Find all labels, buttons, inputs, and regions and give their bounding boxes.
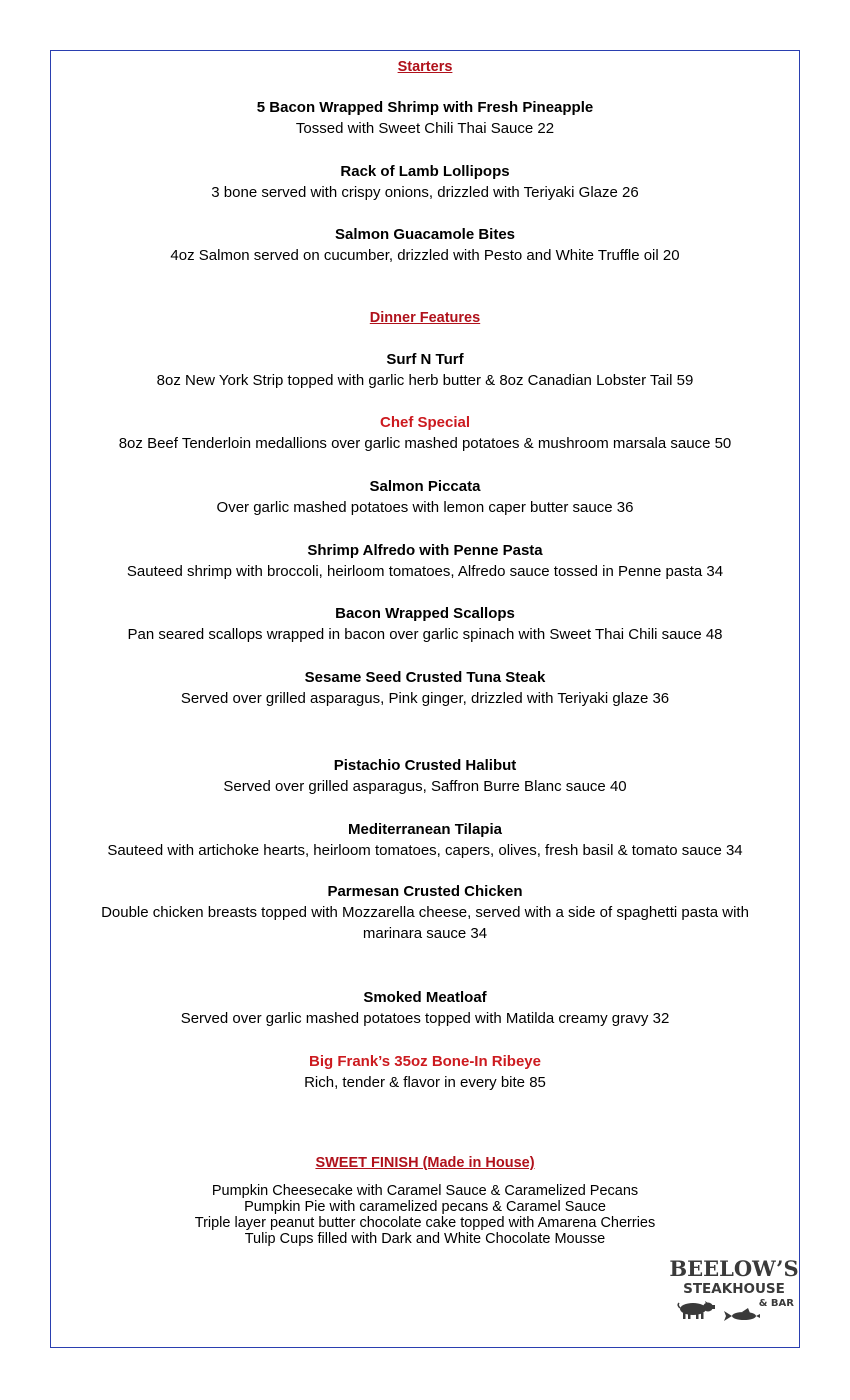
logo-line3: & BAR <box>758 1298 794 1309</box>
menu-item-description: 3 bone served with crispy onions, drizzled with Teriyaki Glaze 26 <box>211 184 639 201</box>
menu-item-name: Salmon Guacamole Bites <box>334 226 516 243</box>
fish-icon <box>724 1308 760 1321</box>
menu-item-salmon-guacamole <box>0 224 850 266</box>
menu-item-surf-n-turf <box>0 349 850 391</box>
menu-item-description: Double chicken breasts topped with Mozzarella cheese, served with a side of spaghetti pasta with <box>101 904 749 921</box>
menu-item-name: Mediterranean Tilapia <box>348 821 502 838</box>
beelows-logo <box>668 1256 800 1324</box>
menu-item-description-continued: marinara sauce 34 <box>362 925 488 942</box>
menu-item-name: Salmon Piccata <box>369 478 481 495</box>
menu-item-smoked-meatloaf <box>0 987 850 1029</box>
menu-item-description: Served over garlic mashed potatoes topped with Matilda creamy gravy 32 <box>180 1010 670 1027</box>
dessert-list <box>0 1183 850 1247</box>
menu-item-tuna-steak <box>0 667 850 709</box>
menu-item-name: Sesame Seed Crusted Tuna Steak <box>304 669 546 686</box>
menu-item-description: Served over grilled asparagus, Pink ginger, drizzled with Teriyaki glaze 36 <box>180 690 670 707</box>
menu-item-description: Over garlic mashed potatoes with lemon caper butter sauce 36 <box>216 499 634 516</box>
menu-item-name: Smoked Meatloaf <box>363 989 487 1006</box>
menu-item-description: Sauteed shrimp with broccoli, heirloom tomatoes, Alfredo sauce tossed in Penne pasta 34 <box>126 563 724 580</box>
menu-item-name: Chef Special <box>379 414 471 431</box>
menu-item-mediterranean-tilapia <box>0 819 850 861</box>
dessert-item: Tulip Cups filled with Dark and White Chocolate Mousse <box>244 1231 606 1247</box>
menu-item-name: Big Frank’s 35oz Bone-In Ribeye <box>309 1053 541 1070</box>
menu-item-pistachio-halibut <box>0 755 850 797</box>
menu-item-description: 4oz Salmon served on cucumber, drizzled with Pesto and White Truffle oil 20 <box>170 247 680 264</box>
dessert-item: Pumpkin Cheesecake with Caramel Sauce & Caramelized Pecans <box>211 1183 639 1199</box>
dessert-item: Triple layer peanut butter chocolate cake topped with Amarena Cherries <box>194 1215 656 1231</box>
menu-item-ribeye <box>0 1051 850 1093</box>
menu-item-chef-special <box>0 412 850 454</box>
dessert-item: Pumpkin Pie with caramelized pecans & Caramel Sauce <box>244 1199 606 1215</box>
section-heading-sweet-finish: SWEET FINISH (Made in House) <box>315 1155 535 1171</box>
menu-item-description: 8oz New York Strip topped with garlic herb butter & 8oz Canadian Lobster Tail 59 <box>156 372 694 389</box>
logo-line2: STEAKHOUSE <box>683 1281 785 1297</box>
menu-item-description: Served over grilled asparagus, Saffron Burre Blanc sauce 40 <box>223 778 627 795</box>
menu-item-description: Rich, tender & flavor in every bite 85 <box>304 1074 546 1091</box>
menu-item-description: Sauteed with artichoke hearts, heirloom tomatoes, capers, olives, fresh basil & tomato sauce 34 <box>107 842 743 859</box>
menu-item-bacon-wrapped-shrimp <box>0 97 850 139</box>
menu-item-description: 8oz Beef Tenderloin medallions over garlic mashed potatoes & mushroom marsala sauce 50 <box>118 435 732 452</box>
logo-line1: BEELOW’S <box>669 1256 799 1281</box>
menu-item-bacon-wrapped-scallops <box>0 603 850 645</box>
menu-item-description: Tossed with Sweet Chili Thai Sauce 22 <box>295 120 555 137</box>
menu-item-salmon-piccata <box>0 476 850 518</box>
menu-item-name: Bacon Wrapped Scallops <box>335 605 515 622</box>
menu-item-name: 5 Bacon Wrapped Shrimp with Fresh Pineapple <box>256 99 594 116</box>
menu-item-name: Surf N Turf <box>386 351 464 368</box>
section-heading-dinner-features: Dinner Features <box>369 310 481 326</box>
menu-item-shrimp-alfredo <box>0 540 850 582</box>
menu-item-description: Pan seared scallops wrapped in bacon over garlic spinach with Sweet Thai Chili sauce 48 <box>127 626 723 643</box>
menu-item-name: Parmesan Crusted Chicken <box>327 883 523 900</box>
menu-item-parmesan-chicken <box>0 881 850 944</box>
menu-item-rack-of-lamb <box>0 161 850 203</box>
menu-item-name: Shrimp Alfredo with Penne Pasta <box>307 542 543 559</box>
section-heading-starters: Starters <box>397 59 453 75</box>
menu-item-name: Pistachio Crusted Halibut <box>333 757 517 774</box>
menu-item-name: Rack of Lamb Lollipops <box>340 163 510 180</box>
pig-icon <box>678 1301 715 1319</box>
